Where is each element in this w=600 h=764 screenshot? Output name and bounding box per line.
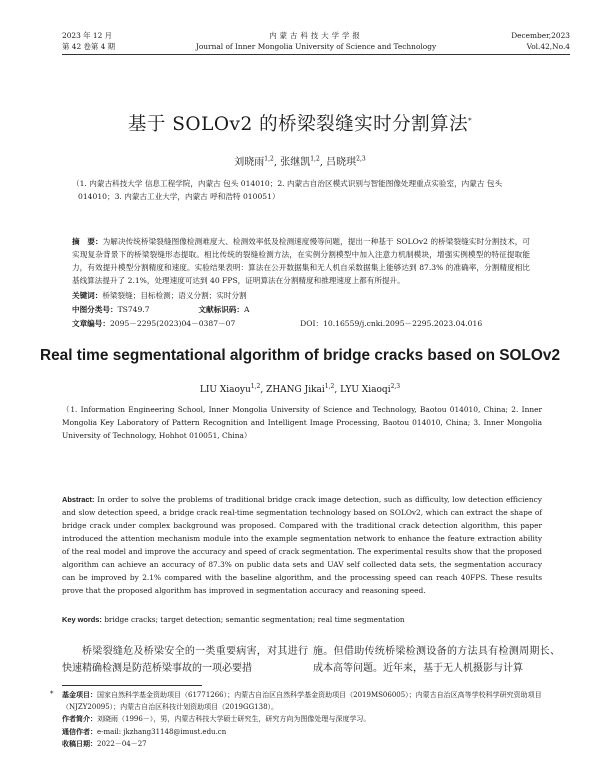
footnote-rule xyxy=(62,685,202,686)
footnote-received-date: 收稿日期：2022－04－27 xyxy=(62,739,147,749)
keywords-en xyxy=(62,614,542,626)
footnote-correspondence: 通信作者：e-mail: jkzhang31148@imust.edu.cn xyxy=(62,726,227,736)
title-cn-text: 基于 SOLOv2 的桥梁裂缝实时分割算法 xyxy=(127,114,469,135)
title-footnote-mark: * xyxy=(468,116,473,125)
author-en: LIU Xiaoyu$^{1,2}$, xyxy=(199,383,267,395)
header-journal xyxy=(62,30,570,52)
abstract-cn-text: 为解决传统桥梁裂缝图像检测难度大、检测效率低及检测速度慢等问题，提出一种基于 SOLOv2 的桥梁裂缝实时分割技术，可实现复杂背景下的桥梁裂缝形态提取。相比传统的裂缝检测方法，在实例分割模型中加入注意力机制模块，增强实例模型的特征提取能力，有效提升模型分割精度和速度。实验结果表明：算法在公开数据集和无人机自采数据集上能够达到 87.3% 的准确率，分割精度相比基线算法提升了 2.1%，处理速度可达到 40 FPS，证明算法在分割精度和推理速度上都有所提升。 xyxy=(72,237,530,285)
article-id-row xyxy=(72,318,482,330)
doi: DOI：10.16559/j.cnki.2095－2295.2023.04.016 xyxy=(300,319,483,328)
footnotes xyxy=(50,689,548,751)
running-header xyxy=(62,30,570,54)
header-issue-info-en xyxy=(511,30,570,52)
author-en: LYU Xiaoqi$^{2,3}$ xyxy=(340,383,401,395)
keywords-cn-text: 桥梁裂缝；目标检测；语义分割；实时分割 xyxy=(102,291,247,300)
author-cn: 吕晓琪$^{2,3}$ xyxy=(326,155,366,168)
clc-value: TS749.7 xyxy=(117,305,150,314)
header-date-en: December,2023 xyxy=(511,31,570,40)
author-en: ZHANG Jikai$^{1,2}$, xyxy=(266,383,341,395)
abstract-cn xyxy=(72,235,530,287)
header-journal-en: Journal of Inner Mongolia University of Science and Technology xyxy=(195,42,437,51)
abstract-en-label: Abstract: xyxy=(62,495,95,504)
keywords-cn-label: 关键词： xyxy=(72,291,103,300)
affiliation-cn: （1. 内蒙古科技大学 信息工程学院，内蒙古 包头 014010；2. 内蒙古自治区模式识别与智能图像处理重点实验室，内蒙古 包头 014010；3. 内蒙古工业大学，内蒙古 呼和浩特 010051） xyxy=(72,179,503,201)
author-cn: 张继凯$^{1,2}$, xyxy=(280,155,323,168)
abstract-en-text: In order to solve the problems of traditional bridge crack image detection, such as difficulty, low detection efficiency and slow detection speed, a bridge crack real-time segmentation technology based on SOLOv2, which can extract the shape of bridge crack under complex background was proposed. Compared with the traditional crack detection algorithm, this paper introduced the attention mechanism module into the example segmentation network to enhance the feature extraction ability of the real model and improve the accuracy and speed of crack segmentation. The experimental results show that the proposed algorithm can achieve an accuracy of 87.3% on public data sets and UAV self collected data sets, the segmentation accuracy can be improved by 2.1% compared with the baseline algorithm, and the processing speed can reach 40FPS. These results prove that the proposed algorithm has improved in segmentation accuracy and reasoning speed. xyxy=(62,495,542,595)
footnote-star: * xyxy=(50,690,54,698)
abstract-en xyxy=(62,493,542,597)
body-column-right: 施。但借助传统桥梁检测设备的方法具有检测周期长、成本高等问题。近年来，基于无人机摄影与计算 xyxy=(313,646,560,674)
article-no-value: 2095－2295(2023)04－0387－07 xyxy=(109,319,236,328)
footnote-fund: 基金项目：国家自然科学基金资助项目（61771266）；内蒙古自治区自然科学基金资助项目（2019MS06005）；内蒙古自治区高等学校科学研究资助项目（NJZY20095）；内蒙古自治区科技计划资助项目（2019GG138）。 xyxy=(62,690,542,711)
keywords-en-label: Key words: xyxy=(62,615,102,624)
clc-label: 中图分类号： xyxy=(72,305,118,314)
body-column-left: 桥梁裂缝危及桥梁安全的一类重要病害，对其进行快速精确检测是防范桥梁事故的一项必要措 xyxy=(62,646,308,674)
header-volume-en: Vol.42,No.4 xyxy=(526,42,570,51)
header-volume-cn: 第 42 卷第 4 期 xyxy=(62,42,116,51)
author-cn: 刘晓雨$^{1,2}$, xyxy=(234,155,278,168)
doc-code-value: A xyxy=(243,305,250,314)
abstract-cn-label: 摘 要： xyxy=(72,237,103,246)
keywords-en-text: bridge cracks; target detection; semantic segmentation; real time segmentation xyxy=(104,615,405,624)
author-list-en xyxy=(0,383,600,395)
article-no-label: 文章编号： xyxy=(72,319,110,328)
footnote-author: 作者简介：刘晓雨（1996－），男，内蒙古科技大学硕士研究生，研究方向为图像处理与深度学习。 xyxy=(62,714,371,724)
author-list-cn xyxy=(0,153,600,168)
paper-title-cn xyxy=(0,110,600,136)
classification-row xyxy=(72,304,249,316)
header-journal-cn: 内蒙古科技大学学报 xyxy=(269,31,363,40)
paper-title-en: Real time segmentational algorithm of bridge cracks based on SOLOv2 xyxy=(40,347,560,364)
affiliation-en: （1. Information Engineering School, Inner Mongolia University of Science and Technology, Baotou 014010, China; 2. Inner Mongolia Key Laboratory of Pattern Recognition and Intelligent Image Processing, Baotou 014010, China; 3. Inner Mongolia University of Technology, Hohhot 010051, China） xyxy=(62,405,542,440)
header-date-cn: 2023 年 12 月 xyxy=(62,31,113,40)
header-rule xyxy=(62,54,570,55)
keywords-cn xyxy=(72,290,247,302)
doc-code-label: 文献标识码： xyxy=(198,305,244,314)
